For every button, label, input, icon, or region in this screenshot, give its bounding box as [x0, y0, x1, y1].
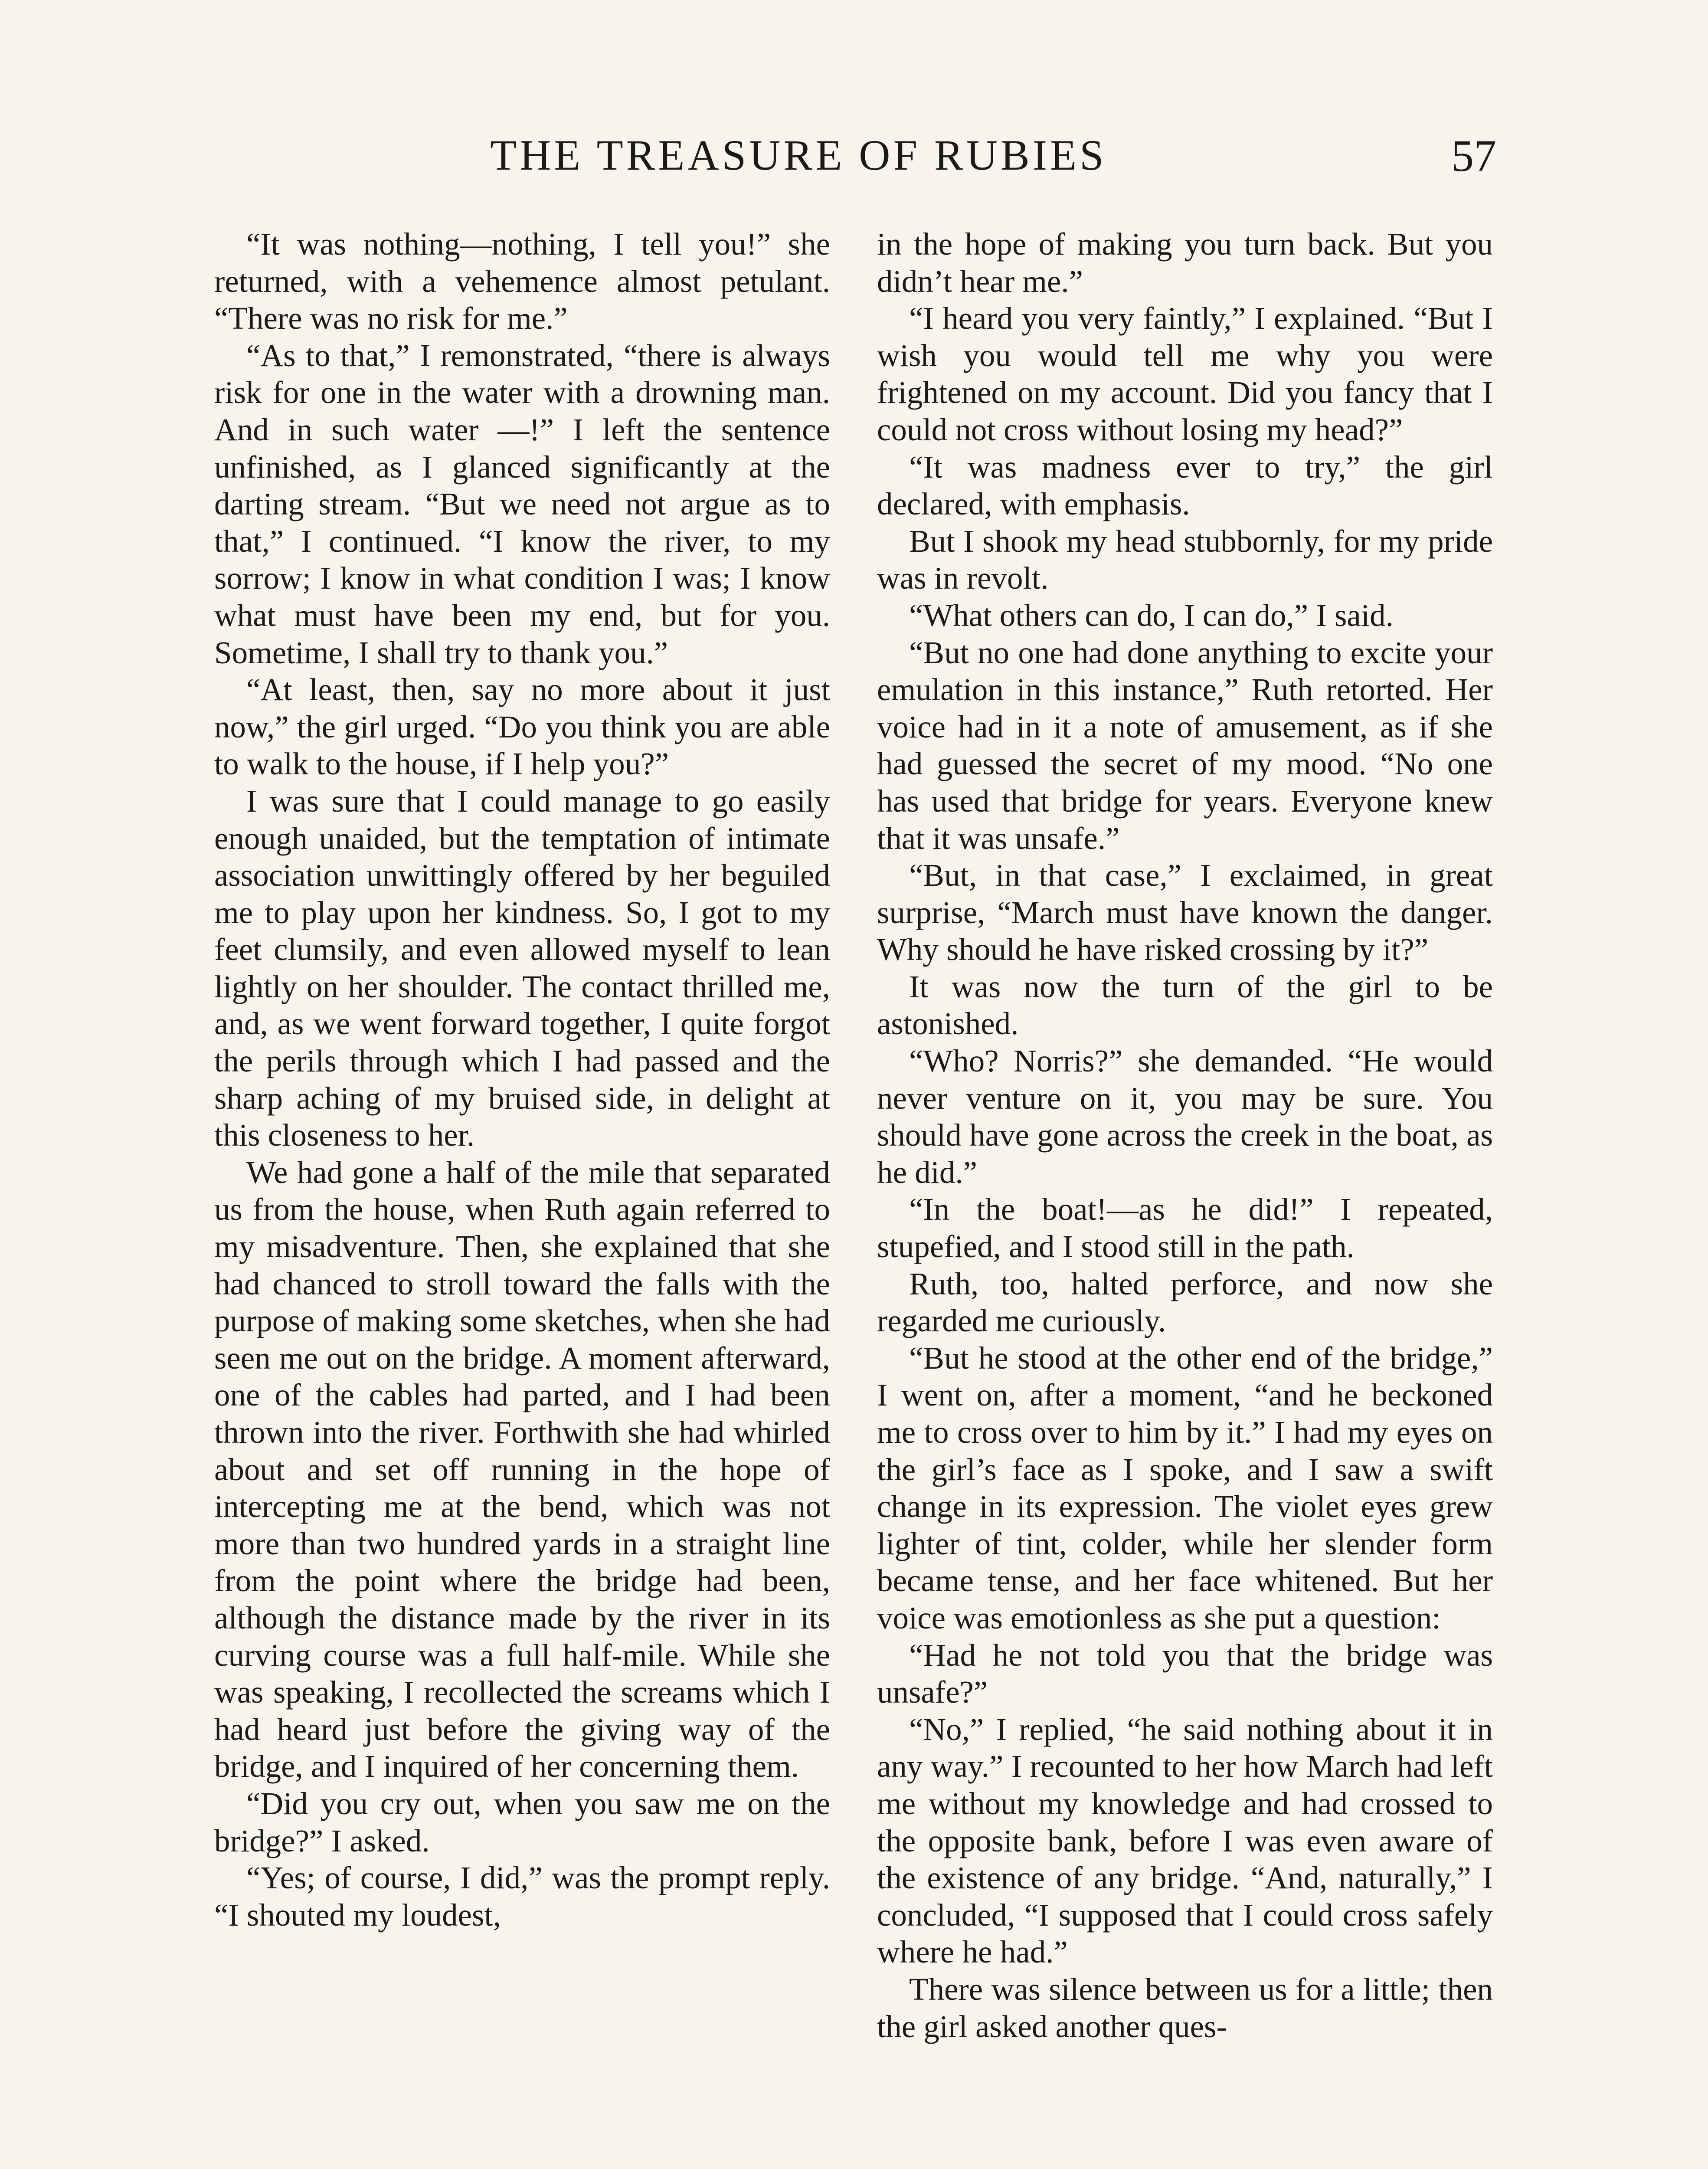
paragraph: “It was nothing—nothing, I tell you!” she returned, with a vehemence almost petulant. “There was no risk for me.”: [214, 226, 830, 336]
paragraph: We had gone a half of the mile that separated us from the house, when Ruth again referred to my misadventure. Then, she explained that she had chanced to stroll toward the falls with the purpose of making some sketches, when she had seen me out on the bridge. A moment afterward, one of the cables had parted, and I had been thrown into the river. Forthwith she had whirled about and set off running in the hope of intercepting me at the bend, which was not more than two hundred yards in a straight line from the point where the bridge had been, although the distance made by the river in its curving course was a full half-mile. While she was speaking, I recollected the screams which I had heard just before the giving way of the bridge, and I inquired of her concerning them.: [214, 1154, 830, 1784]
paragraph: There was silence between us for a little; then the girl asked another ques-: [877, 1971, 1493, 2044]
paragraph: “In the boat!—as he did!” I repeated, stupefied, and I stood still in the path.: [877, 1192, 1493, 1265]
paragraph: “Who? Norris?” she demanded. “He would never venture on it, you may be sure. You should have gone across the creek in the boat, as he did.”: [877, 1043, 1493, 1190]
paragraph: “But no one had done anything to excite your emulation in this instance,” Ruth retorted. Her voice had in it a note of amusement, as if she had guessed the secret of my mood. “No one has used that bridge for years. Everyone knew that it was unsafe.”: [877, 635, 1493, 856]
running-header: [0, 130, 1708, 200]
paragraph: “It was madness ever to try,” the girl declared, with emphasis.: [877, 449, 1493, 522]
page-number: 57: [1451, 131, 1496, 181]
paragraph: “But, in that case,” I exclaimed, in great surprise, “March must have known the danger. Why should he have risked crossing by it?”: [877, 858, 1493, 967]
text-column-left: [214, 226, 830, 1933]
paragraph: “But he stood at the other end of the bridge,” I went on, after a moment, “and he beckoned me to cross over to him by it.” I had my eyes on the girl’s face as I spoke, and I saw a swift change in its expression. The violet eyes grew lighter of tint, colder, while her slender form became tense, and her face whitened. But her voice was emotionless as she put a question:: [877, 1340, 1493, 1635]
paragraph: But I shook my head stubbornly, for my pride was in revolt.: [877, 523, 1493, 596]
paragraph: “At least, then, say no more about it just now,” the girl urged. “Do you think you are able to walk to the house, if I help you?”: [214, 672, 830, 782]
paragraph: “I heard you very faintly,” I explained. “But I wish you would tell me why you were frightened on my account. Did you fancy that I could not cross without losing my head?”: [877, 301, 1493, 447]
running-title: THE TREASURE OF RUBIES: [490, 131, 1107, 179]
paragraph: I was sure that I could manage to go easily enough unaided, but the temptation of intimate association unwittingly offered by her beguiled me to play upon her kindness. So, I got to my feet clumsily, and even allowed myself to lean lightly on her shoulder. The contact thrilled me, and, as we went forward together, I quite forgot the perils through which I had passed and the sharp aching of my bruised side, in delight at this closeness to her.: [214, 783, 830, 1153]
paragraph: “Yes; of course, I did,” was the prompt reply. “I shouted my loudest,: [214, 1860, 830, 1933]
paragraph: It was now the turn of the girl to be astonished.: [877, 969, 1493, 1042]
paragraph: “Had he not told you that the bridge was unsafe?”: [877, 1637, 1493, 1710]
paragraph: Ruth, too, halted perforce, and now she regarded me curiously.: [877, 1266, 1493, 1339]
text-column-right: [877, 226, 1493, 2045]
paragraph: “What others can do, I can do,” I said.: [909, 597, 1394, 633]
paragraph-continued: in the hope of making you turn back. But you didn’t hear me.”: [877, 226, 1493, 299]
paragraph: “Did you cry out, when you saw me on the bridge?” I asked.: [214, 1786, 830, 1858]
paragraph: “No,” I replied, “he said nothing about it in any way.” I recounted to her how March had left me without my knowledge and had crossed to the opposite bank, before I was even aware of the existence of any bridge. “And, naturally,” I concluded, “I supposed that I could cross safely where he had.”: [877, 1711, 1493, 1970]
paragraph: “As to that,” I remonstrated, “there is always risk for one in the water with a drowning man. And in such water —!” I left the sentence unfinished, as I glanced significantly at the darting stream. “But we need not argue as to that,” I continued. “I know the river, to my sorrow; I know in what condition I was; I know what must have been my end, but for you. Sometime, I shall try to thank you.”: [214, 337, 830, 670]
